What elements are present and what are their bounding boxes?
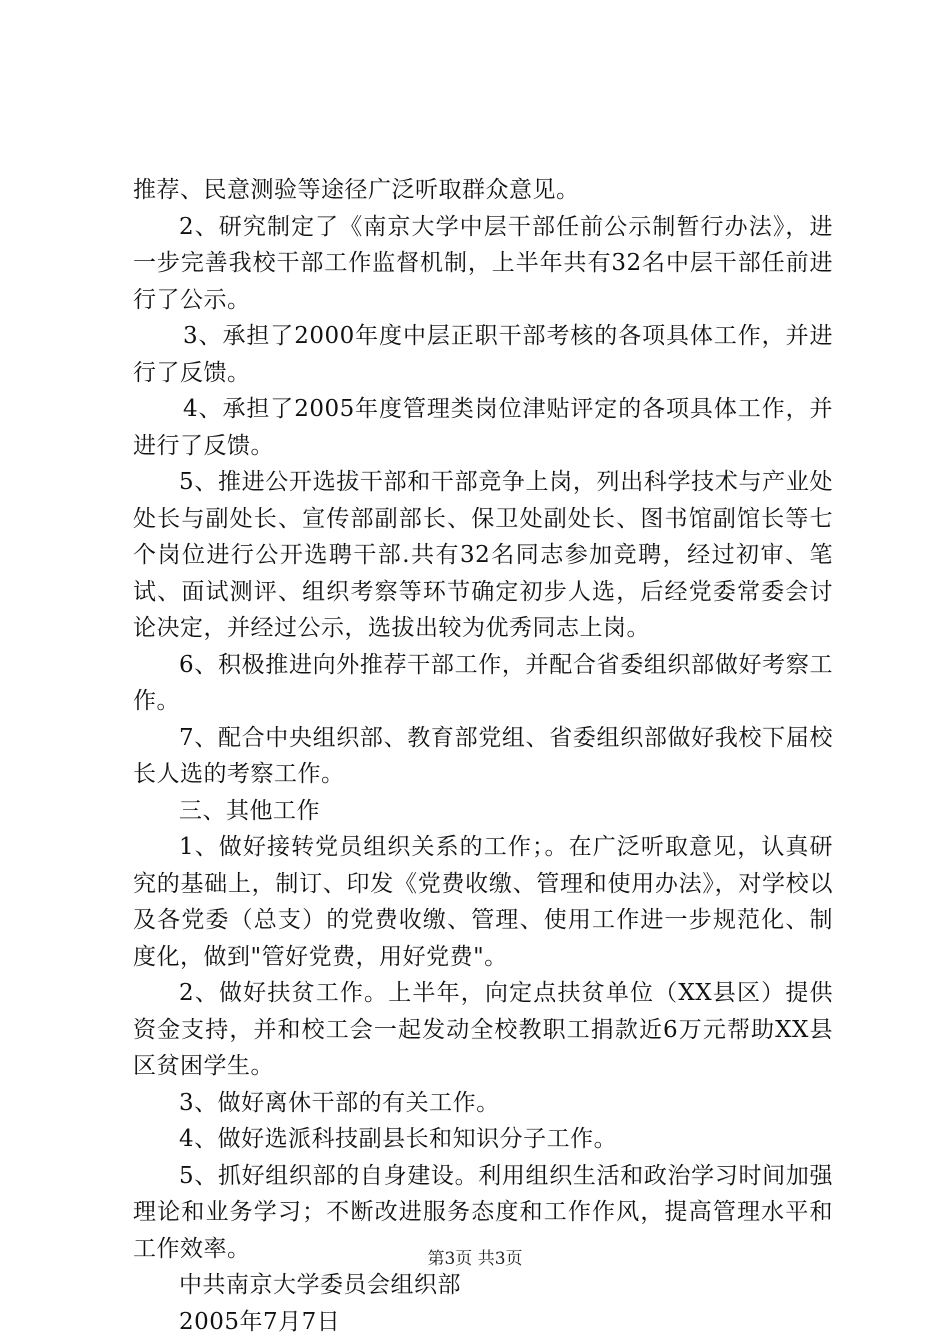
paragraph-other-5: 5、抓好组织部的自身建设。利用组织生活和政治学习时间加强理论和业务学习；不断改进服务态度和工作作风，提高管理水平和工作效率。 (133, 1162, 833, 1262)
paragraph-other-3: 3、做好离休干部的有关工作。 (179, 1089, 500, 1116)
document-body (133, 172, 833, 1340)
paragraph-other-2: 2、做好扶贫工作。上半年，向定点扶贫单位（XX县区）提供资金支持，并和校工会一起发动全校教职工捐款近6万元帮助XX县区贫困学生。 (133, 980, 833, 1079)
paragraph-item-6: 6、积极推进向外推荐干部工作，并配合省委组织部做好考察工作。 (133, 651, 833, 714)
paragraph-continuation: 推荐、民意测验等途径广泛听取群众意见。 (133, 177, 580, 203)
page-number-footer: 第3页 共3页 (427, 1249, 523, 1269)
paragraph-item-5: 5、推进公开选拔干部和干部竞争上岗，列出科学技术与产业处处长与副处长、宣传部副部长、保卫处副处长、图书馆副馆长等七个岗位进行公开选聘干部.共有32名同志参加竞聘，经过初审、笔试、面试测评、组织考察等环节确定初步人选，后经党委常委会讨论决定，并经过公示，选拔出较为优秀同志上岗。 (133, 469, 833, 641)
paragraph-item-3: 3、承担了2000年度中层正职干部考核的各项具体工作，并进行了反馈。 (133, 323, 833, 386)
paragraph-other-1: 1、做好接转党员组织关系的工作；。在广泛听取意见，认真研究的基础上，制订、印发《党费收缴、管理和使用办法》，对学校以及各党委（总支）的党费收缴、管理、使用工作进一步规范化、制度化，做到"管好党费，用好党费"。 (133, 834, 833, 970)
paragraph-item-2: 2、研究制定了《南京大学中层干部任前公示制暂行办法》，进一步完善我校干部工作监督机制，上半年共有32名中层干部任前进行了公示。 (133, 213, 833, 313)
paragraph-item-7: 7、配合中央组织部、教育部党组、省委组织部做好我校下届校长人选的考察工作。 (133, 724, 833, 787)
paragraph-item-4: 4、承担了2005年度管理类岗位津贴评定的各项具体工作，并进行了反馈。 (133, 396, 833, 459)
date: 2005年7月7日 (179, 1308, 341, 1335)
paragraph-other-4: 4、做好选派科技副县长和知识分子工作。 (179, 1126, 618, 1152)
signature: 中共南京大学委员会组织部 (179, 1272, 461, 1298)
section-heading-other-work: 三、其他工作 (179, 797, 320, 824)
